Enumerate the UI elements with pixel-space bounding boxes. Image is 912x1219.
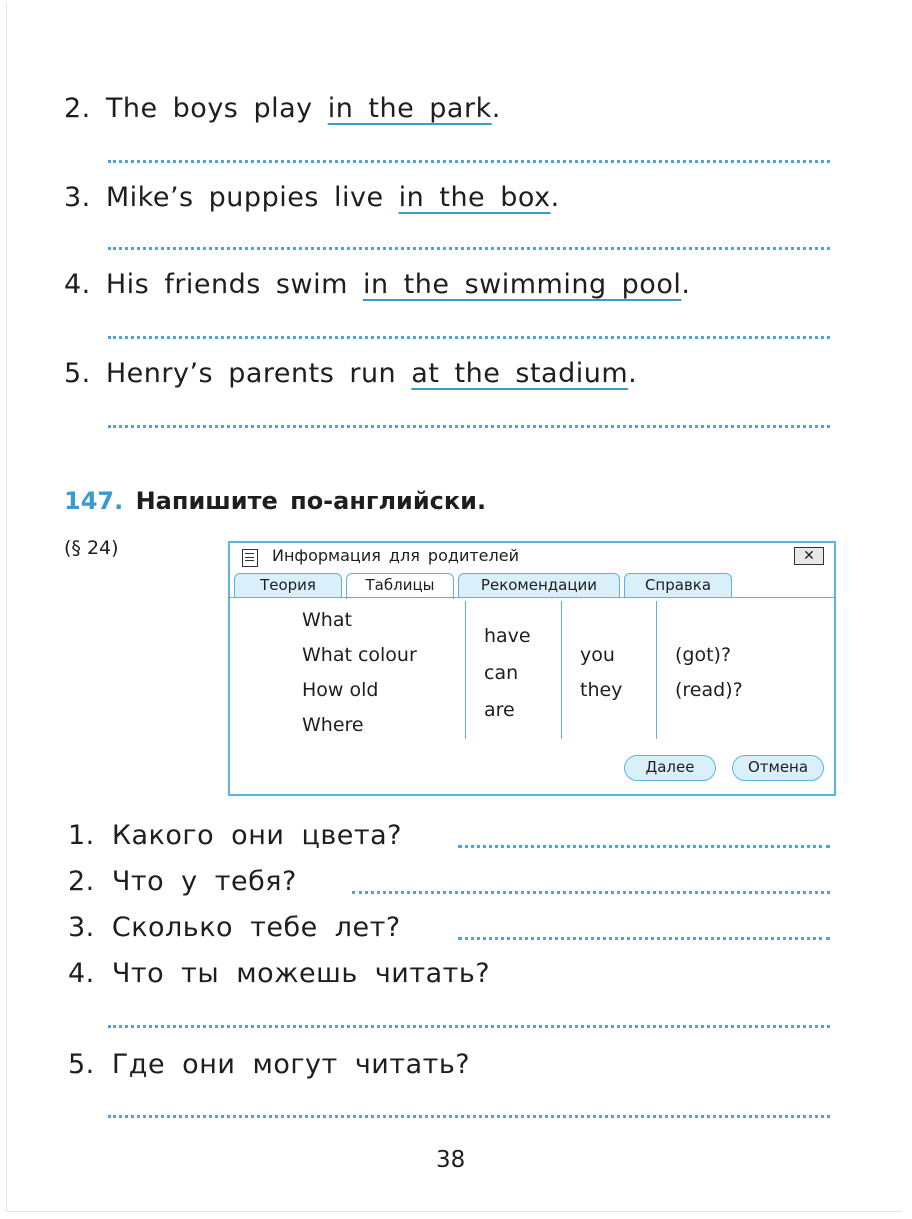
info-dialog xyxy=(228,541,836,796)
table-cell: you xyxy=(580,644,615,666)
table-cell: Where xyxy=(302,714,364,736)
table-cell: (read)? xyxy=(675,679,743,701)
answer-line[interactable] xyxy=(352,891,830,894)
table-cell: have xyxy=(484,625,531,647)
task-3: 3. Сколько тебе лет? xyxy=(68,912,401,943)
close-button[interactable]: ✕ xyxy=(794,547,824,565)
tab-recommendations[interactable]: Рекомендации xyxy=(458,573,620,597)
sentence-4: 4. His friends swim in the swimming pool. xyxy=(64,269,691,300)
task-1: 1. Какого они цвета? xyxy=(68,820,402,851)
underlined-phrase: in the box xyxy=(398,182,551,213)
sentence-3: 3. Mike’s puppies live in the box. xyxy=(64,182,560,213)
answer-line[interactable] xyxy=(458,937,830,940)
task-5: 5. Где они могут читать? xyxy=(68,1049,471,1080)
column-divider xyxy=(656,601,657,739)
table-cell: are xyxy=(484,699,515,721)
table-cell: they xyxy=(580,679,623,701)
answer-line[interactable] xyxy=(108,336,830,339)
dialog-titlebar xyxy=(230,543,834,571)
column-divider xyxy=(465,601,466,739)
tab-tables[interactable]: Таблицы xyxy=(346,573,454,599)
exercise-heading xyxy=(64,487,486,515)
table-cell: What xyxy=(302,609,352,631)
table-cell: (got)? xyxy=(675,644,732,666)
exercise-title: Напишите по-английски. xyxy=(135,487,487,515)
tab-help[interactable]: Справка xyxy=(624,573,732,597)
document-icon xyxy=(242,549,258,567)
answer-line[interactable] xyxy=(108,425,830,428)
answer-line[interactable] xyxy=(458,845,830,848)
column-divider xyxy=(561,601,562,739)
answer-line[interactable] xyxy=(108,247,830,250)
underlined-phrase: in the park xyxy=(327,93,492,124)
dialog-title: Информация для родителей xyxy=(272,546,519,565)
answer-line[interactable] xyxy=(108,160,830,163)
table-cell: What colour xyxy=(302,644,417,666)
cancel-button[interactable]: Отмена xyxy=(732,755,824,781)
exercise-number: 147. xyxy=(64,487,124,515)
table-cell: How old xyxy=(302,679,379,701)
underlined-phrase: in the swimming pool xyxy=(362,269,682,300)
answer-line[interactable] xyxy=(108,1115,830,1118)
underlined-phrase: at the stadium xyxy=(411,358,629,389)
next-button[interactable]: Далее xyxy=(624,755,716,781)
page-number: 38 xyxy=(436,1147,466,1173)
sentence-2: 2. The boys play in the park. xyxy=(64,93,501,124)
tab-theory[interactable]: Теория xyxy=(234,573,342,597)
tab-divider xyxy=(230,597,834,598)
task-4: 4. Что ты можешь читать? xyxy=(68,958,491,989)
answer-line[interactable] xyxy=(108,1025,830,1028)
table-cell: can xyxy=(484,662,519,684)
sentence-5: 5. Henry’s parents run at the stadium. xyxy=(64,358,638,389)
grammar-reference: (§ 24) xyxy=(64,537,119,559)
task-2: 2. Что у тебя? xyxy=(68,866,297,897)
